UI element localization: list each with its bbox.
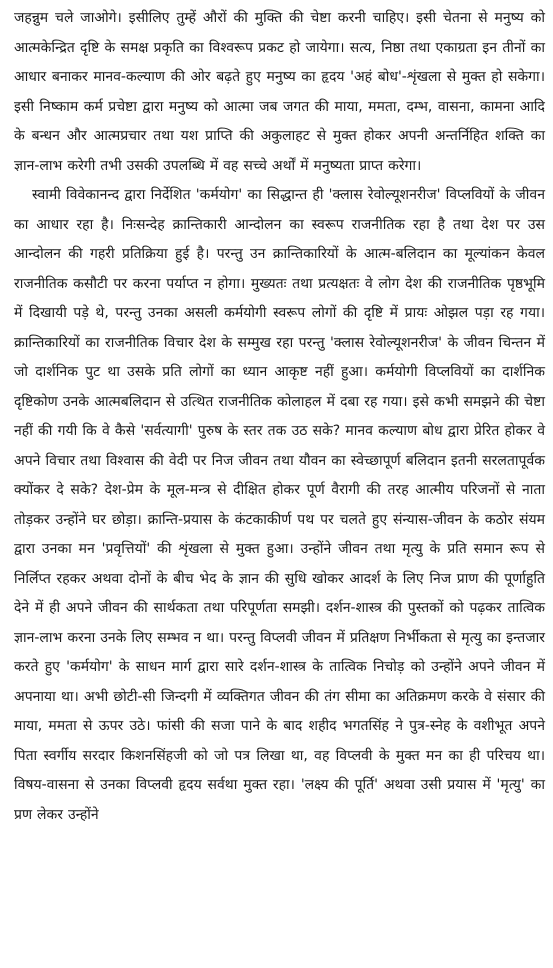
paragraph-2: स्वामी विवेकानन्द द्वारा निर्देशित 'कर्मयोग' का सिद्धान्त ही 'क्लास रेवोल्यूशनरीज' विप्लवियों के जीवन का आधार रहा है। निःसन्देह क्रान्तिकारी आन्दोलन का स्वरूप राजनीतिक रहा है तथा देश पर उस आन्दोलन की गहरी प्रतिक्रिया हुई है। परन्तु उन क्रान्तिकारियों के आत्म-बलिदान का मूल्यांकन केवल राजनीतिक कसौटी पर करना पर्याप्त न होगा। मुख्यतः तथा प्रत्यक्षतः वे लोग देश की राजनीतिक पृष्ठभूमि में दिखायी पड़े थे, परन्तु उनका असली कर्मयोगी स्वरूप लोगों की दृष्टि में प्रायः ओझल पड़ा रह गया। क्रान्तिकारियों का राजनीतिक विचार देश के सम्मुख रहा परन्तु 'क्लास रेवोल्यूशनरीज' के जीवन चिन्तन में जो दार्शनिक पुट था उसके प्रति लोगों का ध्यान आकृष्ट नहीं हुआ। कर्मयोगी विप्लवियों का दार्शनिक दृष्टिकोण उनके आत्मबलिदान से उत्थित राजनीतिक कोलाहल में दबा रह गया। इसे कभी समझने की चेष्टा नहीं की गयी कि वे कैसे 'सर्वत्यागी' पुरुष के स्तर तक उठ सके? मानव कल्याण बोध द्वारा प्रेरित होकर वे अपने विचार तथा विश्वास की वेदी पर निज जीवन तथा यौवन का स्वेच्छापूर्ण बलिदान इतनी सरलतापूर्वक क्योंकर दे सके? देश-प्रेम के मूल-मन्त्र से दीक्षित होकर पूर्ण वैरागी की तरह आत्मीय परिजनों से नाता तोड़कर उन्होंने घर छोड़ा। क्रान्ति-प्रयास के कंटकाकीर्ण पथ पर चलते हुए संन्यास-जीवन के कठोर संयम द्वारा उनका मन 'प्रवृत्तियों' की शृंखला से मुक्त हुआ। उन्होंने जीवन तथा मृत्यु के प्रति समान रूप से निर्लिप्त रहकर अथवा दोनों के बीच भेद के ज्ञान की सुधि खोकर आदर्श के लिए निज प्राण की पूर्णाहुति देने में ही अपने जीवन की सार्थकता तथा परिपूर्णता समझी। दर्शन-शास्त्र की पुस्तकों को पढ़कर तात्विक ज्ञान-लाभ करना उनके लिए सम्भव न था। परन्तु विप्लवी जीवन में प्रतिक्षण निर्भीकता से मृत्यु का इन्तजार करते हुए 'कर्मयोग' के साधन मार्ग द्वारा सारे दर्शन-शास्त्र के तात्विक निचोड़ को उन्होंने अपने जीवन में अपनाया था। अभी छोटी-सी जिन्दगी में व्यक्तिगत जीवन की तंग सीमा का अतिक्रमण करके वे संसार की माया, ममता से ऊपर उठे। फांसी की सजा पाने के बाद शहीद भगतसिंह ने पुत्र-स्नेह के वशीभूत अपने पिता स्वर्गीय सरदार किशनसिंहजी को जो पत्र लिखा था, वह विप्लवी के मुक्त मन का ही परिचय था। विषय-वासना से उनका विप्लवी हृदय सर्वथा मुक्त रहा। 'लक्ष्य की पूर्ति' अथवा उसी प्रयास में 'मृत्यु' का प्रण लेकर उन्होंने	[14, 187, 545, 823]
paragraph-1: जहन्नुम चले जाओगे। इसीलिए तुम्हें औरों की मुक्ति की चेष्टा करनी चाहिए। इसी चेतना से मनुष्य को आत्मकेन्द्रित दृष्टि के समक्ष प्रकृति का विश्वरूप प्रकट हो जायेगा। सत्य, निष्ठा तथा एकाग्रता इन तीनों का आधार बनाकर मानव-कल्याण की ओर बढ़ते हुए मनुष्य का हृदय 'अहं बोध'-शृंखला से मुक्त हो सकेगा। इसी निष्काम कर्म प्रचेष्टा द्वारा मनुष्य को आत्मा जब जगत की माया, ममता, दम्भ, वासना, कामना आदि के बन्धन और आत्मप्रचार तथा यश प्राप्ति की अकुलाहट से मुक्त होकर अपनी अन्तर्निहित शक्ति का ज्ञान-लाभ करेगी तभी उसकी उपलब्धि में वह सच्चे अर्थों में मनुष्यता प्राप्त करेगा।	[14, 10, 545, 174]
